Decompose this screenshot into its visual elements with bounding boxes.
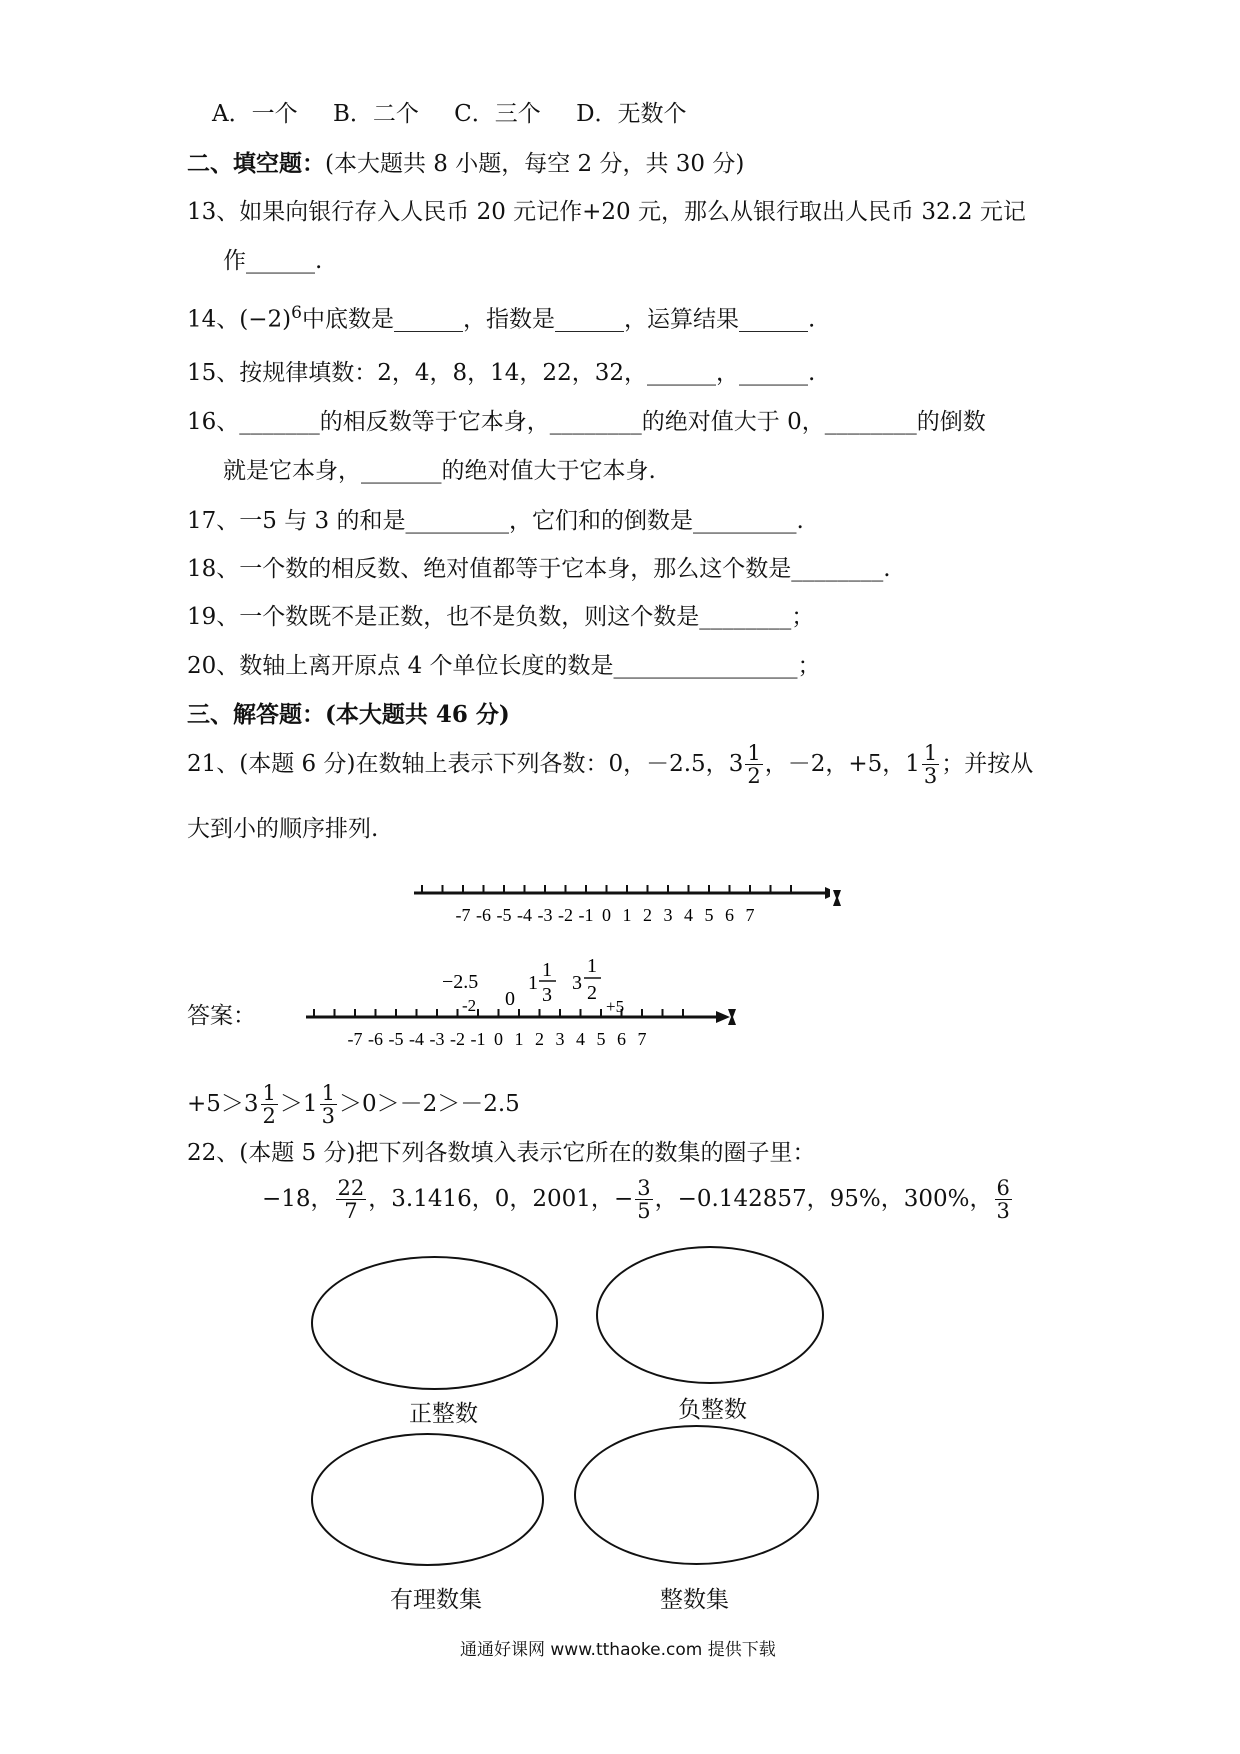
numerator: 22 — [337, 1176, 365, 1200]
q22-line1: 22、(本题 5 分)把下列各数填入表示它所在的数集的圈子里： — [187, 1140, 816, 1166]
q19: 19、一个数既不是正数，也不是负数，则这个数是________； — [187, 604, 815, 630]
choices-row — [212, 103, 687, 126]
number-list-part: ，3.1416，0，2001， — [368, 1186, 614, 1213]
mixed-3-1-2 — [729, 742, 765, 787]
choice-a: A．一个 — [212, 101, 298, 127]
axis-tick-label: -3 — [537, 905, 553, 925]
section2-heading — [187, 152, 744, 176]
point-label-1-1-3-num: 1 — [542, 959, 552, 981]
fraction — [635, 1177, 652, 1222]
caption-rational-numbers: 有理数集 — [390, 1587, 482, 1613]
q16-line2: 就是它本身，_______的绝对值大于它本身. — [223, 458, 656, 484]
mixed-whole: 1 — [905, 751, 920, 778]
caption-negative-integers: 负整数 — [678, 1397, 747, 1423]
numerator: 1 — [321, 1081, 335, 1105]
q21-suffix: ；并按从 — [941, 751, 1034, 778]
section2-title: 二、填空题： — [187, 150, 325, 177]
axis-tick-label: 2 — [535, 1029, 544, 1049]
axis-ticks — [422, 885, 791, 925]
caption-positive-integers: 正整数 — [409, 1401, 478, 1427]
answer-label: 答案： — [187, 1003, 256, 1029]
axis-tick-label: -7 — [455, 905, 471, 925]
axis-tick-label: 5 — [704, 905, 714, 925]
q13-line1: 13、如果向银行存入人民币 20 元记作+20 元，那么从银行取出人民币 32.2 元记 — [187, 199, 1026, 225]
denominator: 2 — [262, 1104, 276, 1129]
point-label-zero: 0 — [505, 988, 515, 1010]
point-label-plus-5: +5 — [606, 997, 625, 1016]
fraction — [745, 742, 762, 787]
q17: 17、一5 与 3 的和是_________，它们和的倒数是_________. — [187, 508, 804, 534]
choice-b: B．二个 — [332, 101, 419, 127]
axis-tick-label: -5 — [388, 1029, 404, 1049]
point-label-1-1-3-whole: 1 — [528, 972, 538, 994]
numerator: 6 — [996, 1176, 1010, 1200]
point-label-3-1-2-whole: 3 — [572, 972, 582, 994]
caption-integers: 整数集 — [660, 1587, 729, 1613]
point-label-3-1-2-den: 2 — [587, 982, 597, 1004]
axis-tick-label: -6 — [476, 905, 491, 925]
axis-tick-label: 7 — [637, 1029, 647, 1049]
q20: 20、数轴上离开原点 4 个单位长度的数是________________； — [187, 653, 821, 679]
axis-tick-label: -6 — [368, 1029, 383, 1049]
denominator: 2 — [747, 764, 761, 789]
axis-tick-label: 3 — [555, 1029, 565, 1049]
order-part: +5＞3 — [187, 1091, 259, 1118]
section3-heading: 三、解答题：(本大题共 46 分) — [187, 701, 510, 728]
q21-mid: ，－2，+5， — [764, 751, 906, 778]
minus-sign: − — [613, 1186, 634, 1213]
q18: 18、一个数的相反数、绝对值都等于它本身，那么这个数是________. — [187, 556, 891, 582]
denominator: 3 — [321, 1104, 335, 1129]
axis-tick-label: 0 — [494, 1029, 503, 1049]
q13-line2: 作______. — [223, 248, 323, 274]
axis-tick-label: -5 — [496, 905, 512, 925]
axis-tick-label: 6 — [617, 1029, 626, 1049]
axis-tick-label: 3 — [663, 905, 673, 925]
denominator: 3 — [996, 1199, 1010, 1224]
axis-tick-label: 5 — [596, 1029, 606, 1049]
numerator: 1 — [262, 1081, 276, 1105]
q16-line1: 16、_______的相反数等于它本身，________的绝对值大于 0，________的倒数 — [187, 409, 986, 435]
denominator: 5 — [637, 1199, 651, 1224]
q21-line1 — [187, 742, 1033, 787]
fraction — [922, 742, 939, 787]
fraction — [261, 1082, 278, 1127]
q22-numbers — [262, 1177, 1014, 1222]
footer-credit: 通通好课网 www.tthaoke.com 提供下载 — [460, 1640, 776, 1660]
axis-tick-label: -7 — [347, 1029, 363, 1049]
q14 — [187, 305, 815, 332]
axis-end-mark — [831, 888, 843, 908]
axis-ticks — [314, 1009, 683, 1049]
q14-num: 14、 — [187, 306, 240, 333]
number-list-part: ，−0.142857，95%，300%， — [654, 1186, 993, 1213]
fraction — [320, 1082, 337, 1127]
mixed-1-1-3 — [905, 742, 941, 787]
ellipse-positive-integers[interactable] — [311, 1256, 558, 1390]
point-label-minus-2: -2 — [462, 996, 477, 1015]
q15: 15、按规律填数：2，4，8，14，22，32，______，______. — [187, 360, 816, 386]
mixed-whole: 3 — [728, 751, 744, 778]
axis-tick-label: 4 — [576, 1029, 585, 1049]
choice-c: C．三个 — [454, 101, 541, 127]
denominator: 3 — [923, 764, 938, 789]
ellipse-integers[interactable] — [574, 1425, 819, 1565]
order-part: ＞1 — [279, 1091, 318, 1118]
axis-tick-label: 2 — [643, 905, 652, 925]
axis-tick-label: -1 — [578, 905, 594, 925]
axis-tick-label: -2 — [558, 905, 573, 925]
point-label-1-1-3-den: 3 — [542, 984, 552, 1006]
q14-exponent: 6 — [291, 303, 302, 323]
axis-tick-label: 1 — [514, 1029, 524, 1049]
q21-line2: 大到小的顺序排列. — [187, 816, 379, 842]
axis-tick-label: -2 — [450, 1029, 465, 1049]
axis-tick-label: 0 — [602, 905, 611, 925]
section2-note: (本大题共 8 小题，每空 2 分，共 30 分) — [325, 151, 745, 177]
axis-tick-label: -4 — [517, 905, 532, 925]
fraction — [336, 1177, 367, 1222]
number-list-part: −18， — [262, 1186, 334, 1213]
axis-tick-label: -1 — [470, 1029, 486, 1049]
axis-tick-label: -4 — [409, 1029, 424, 1049]
number-line-answer — [300, 925, 740, 1055]
number-line-question — [410, 880, 830, 930]
q21-prefix: 21、(本题 6 分)在数轴上表示下列各数：0，－2.5， — [187, 751, 729, 778]
axis-tick-label: 4 — [684, 905, 693, 925]
answer-order — [187, 1082, 520, 1127]
axis-tick-label: 7 — [745, 905, 755, 925]
axis-arrow — [825, 887, 830, 899]
axis-tick-label: 1 — [622, 905, 632, 925]
ellipse-negative-integers[interactable] — [596, 1246, 824, 1384]
fraction — [995, 1177, 1012, 1222]
point-label-minus-2-5: −2.5 — [442, 971, 479, 993]
q14-rest: 中底数是______，指数是______，运算结果______. — [301, 306, 816, 333]
axis-tick-label: -3 — [429, 1029, 445, 1049]
choice-d: D．无数个 — [576, 101, 687, 127]
numerator: 1 — [923, 741, 938, 765]
numerator: 3 — [637, 1176, 651, 1200]
numerator: 1 — [747, 741, 761, 765]
q14-base: (−2) — [239, 306, 292, 333]
axis-end-mark — [726, 1007, 738, 1027]
order-part: ＞0＞－2＞－2.5 — [338, 1091, 520, 1118]
point-label-3-1-2-num: 1 — [587, 955, 597, 977]
denominator: 7 — [344, 1199, 358, 1224]
axis-tick-label: 6 — [725, 905, 734, 925]
ellipse-rational-numbers[interactable] — [311, 1433, 544, 1566]
